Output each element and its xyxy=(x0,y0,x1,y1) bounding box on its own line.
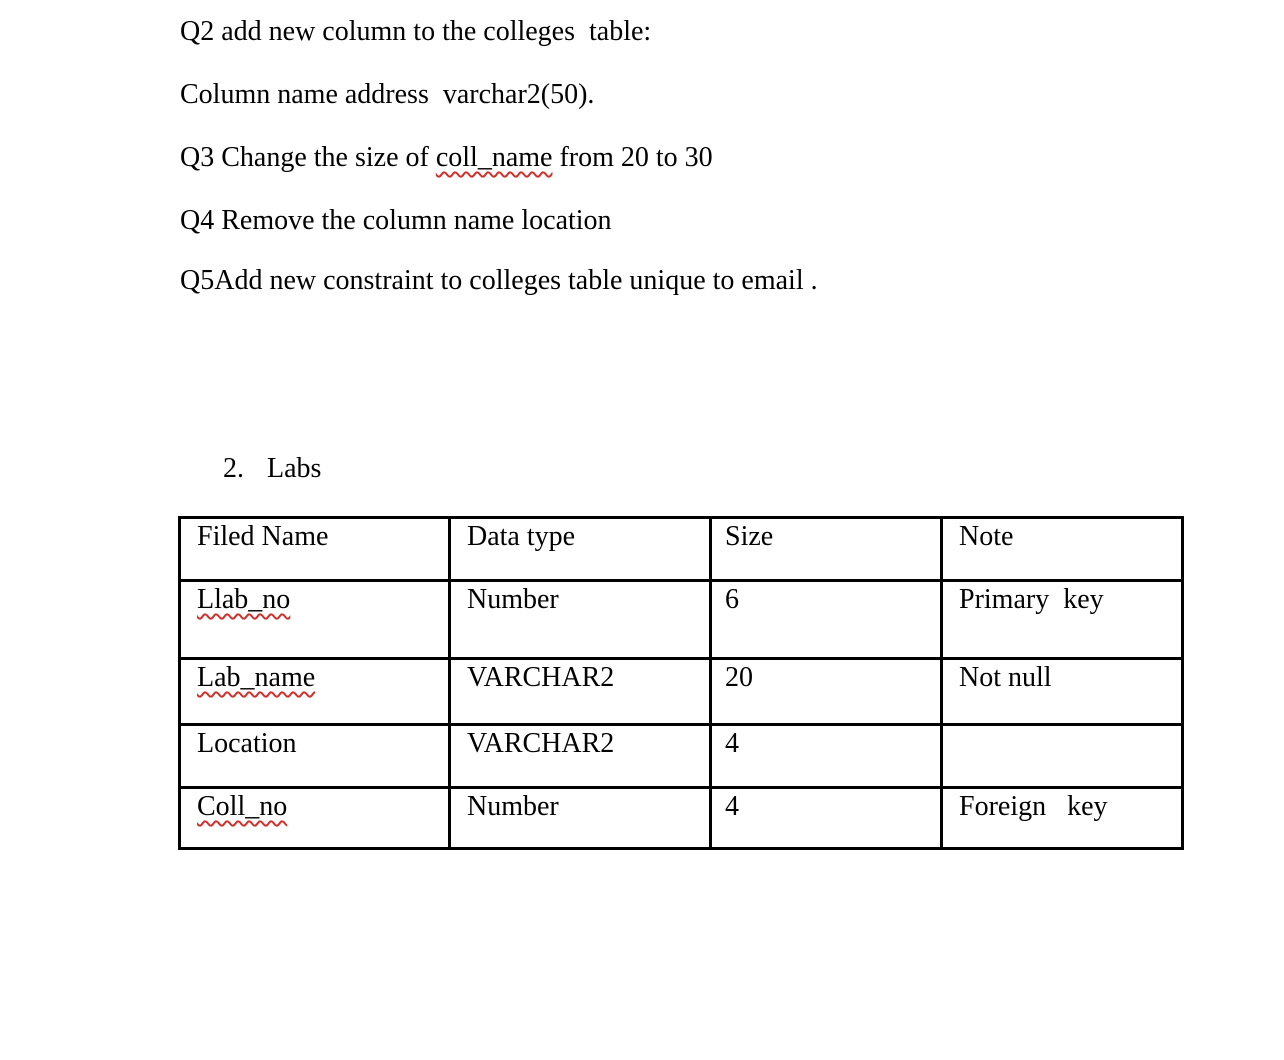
question-q4: Q4 Remove the column name location xyxy=(180,205,612,236)
misspelled-word-llab-no[interactable]: Llab_no xyxy=(197,584,291,615)
section-heading-labs xyxy=(223,452,321,486)
table-cell-data-type: Number xyxy=(450,788,711,849)
question-q2: Q2 add new column to the colleges table: xyxy=(180,16,652,47)
table-cell-note: Not null xyxy=(942,659,1183,725)
table-row xyxy=(180,788,1183,849)
question-q3-prefix: Q3 Change the size of xyxy=(180,142,436,173)
header-cell-size: Size xyxy=(711,518,942,581)
misspelled-word-lab-name[interactable]: Lab_name xyxy=(197,662,316,693)
question-q3 xyxy=(180,141,713,175)
question-q3-suffix: from 20 to 30 xyxy=(552,142,713,173)
table-cell-size: 4 xyxy=(711,788,942,849)
header-cell-data-type: Data type xyxy=(450,518,711,581)
table-cell-data-type: VARCHAR2 xyxy=(450,659,711,725)
question-q5: Q5Add new constraint to colleges table unique to email . xyxy=(180,265,818,296)
table-cell-size: 6 xyxy=(711,581,942,659)
table-cell-data-type: Number xyxy=(450,581,711,659)
table-header-row xyxy=(180,518,1183,581)
table-row xyxy=(180,581,1183,659)
table-cell-size: 4 xyxy=(711,725,942,788)
misspelled-word-coll-name[interactable]: coll_name xyxy=(435,142,553,173)
labs-table xyxy=(178,516,1184,850)
table-cell-size: 20 xyxy=(711,659,942,725)
table-row xyxy=(180,659,1183,725)
table-cell-data-type: VARCHAR2 xyxy=(450,725,711,788)
table-cell-field-name xyxy=(180,659,450,725)
misspelled-word-coll-no[interactable]: Coll_no xyxy=(197,791,288,822)
table-cell-note: Primary key xyxy=(942,581,1183,659)
table-cell-field-name xyxy=(180,581,450,659)
question-q2-detail: Column name address varchar2(50). xyxy=(180,79,595,110)
table-row xyxy=(180,725,1183,788)
table-cell-field-name xyxy=(180,788,450,849)
table-cell-field-name: Location xyxy=(180,725,450,788)
header-cell-filed-name: Filed Name xyxy=(180,518,450,581)
table-cell-note xyxy=(942,725,1183,788)
table-cell-note: Foreign key xyxy=(942,788,1183,849)
header-cell-note: Note xyxy=(942,518,1183,581)
section-number: 2. xyxy=(223,453,244,484)
section-title: Labs xyxy=(267,453,322,484)
